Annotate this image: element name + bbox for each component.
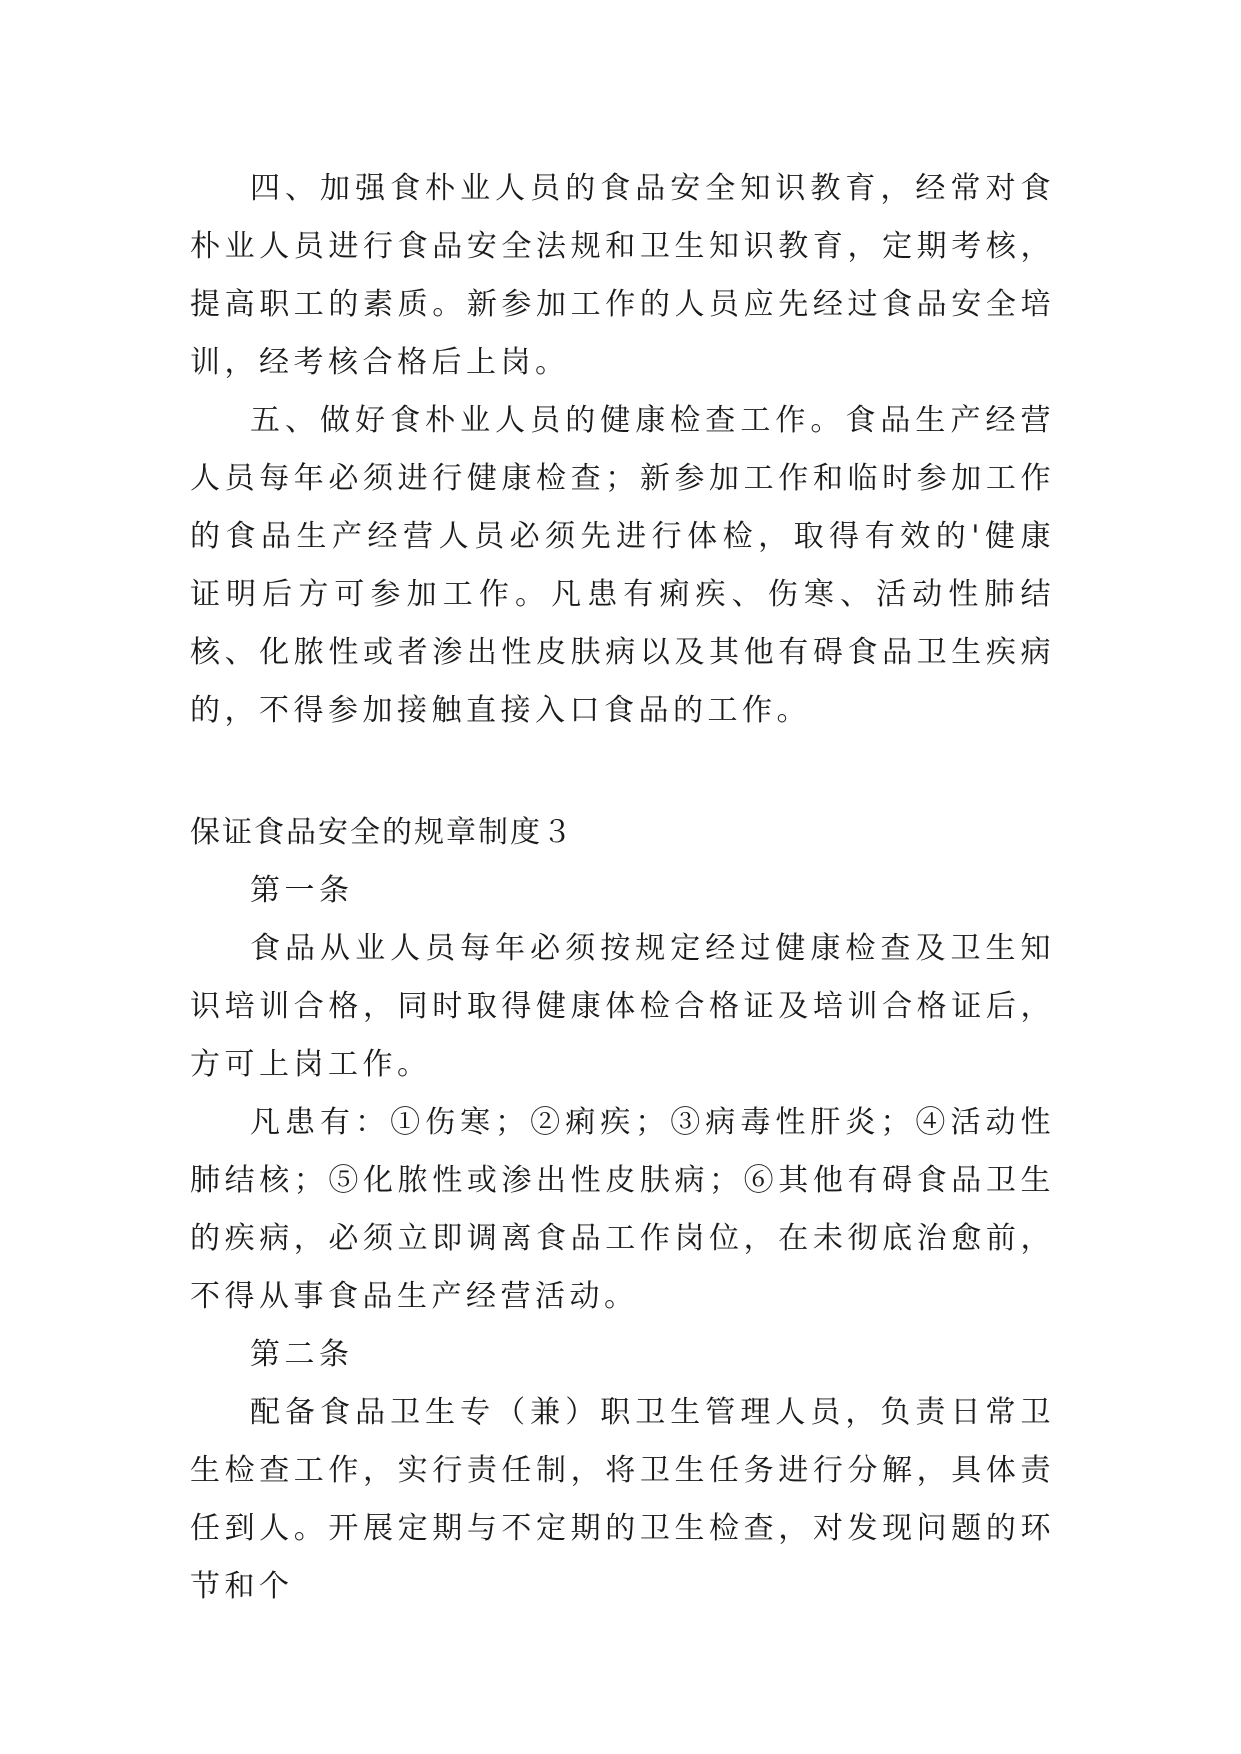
article-1-heading: 第一条	[250, 873, 354, 908]
article-2-paragraph-1: 配备食品卫生专（兼）职卫生管理人员，负责日常卫生检查工作，实行责任制，将卫生任务进行分解，具体责任到人。开展定期与不定期的卫生检查，对发现问题的环节和个	[190, 1395, 1055, 1604]
section-title: 保证食品安全的规章制度３	[190, 815, 574, 850]
article-1-paragraph-2: 凡患有：①伤寒；②痢疾；③病毒性肝炎；④活动性肺结核；⑤化脓性或渗出性皮肤病；⑥其他有碍食品卫生的疾病，必须立即调离食品工作岗位，在未彻底治愈前，不得从事食品生产经营活动。	[190, 1105, 1055, 1314]
paragraph-health-check: 五、做好食朴业人员的健康检查工作。食品生产经营人员每年必须进行健康检查；新参加工作和临时参加工作的食品生产经营人员必须先进行体检，取得有效的'健康证明后方可参加工作。凡患有痢疾、伤寒、活动性肺结核、化脓性或者渗出性皮肤病以及其他有碍食品卫生疾病的，不得参加接触直接入口食品的工作。	[190, 403, 1055, 728]
document-body	[190, 160, 1055, 1616]
article-1-paragraph-1: 食品从业人员每年必须按规定经过健康检查及卫生知识培训合格，同时取得健康体检合格证及培训合格证后，方可上岗工作。	[190, 931, 1055, 1082]
article-2-heading: 第二条	[250, 1337, 354, 1372]
paragraph-education: 四、加强食朴业人员的食品安全知识教育，经常对食朴业人员进行食品安全法规和卫生知识教育，定期考核，提高职工的素质。新参加工作的人员应先经过食品安全培训，经考核合格后上岗。	[190, 171, 1055, 380]
